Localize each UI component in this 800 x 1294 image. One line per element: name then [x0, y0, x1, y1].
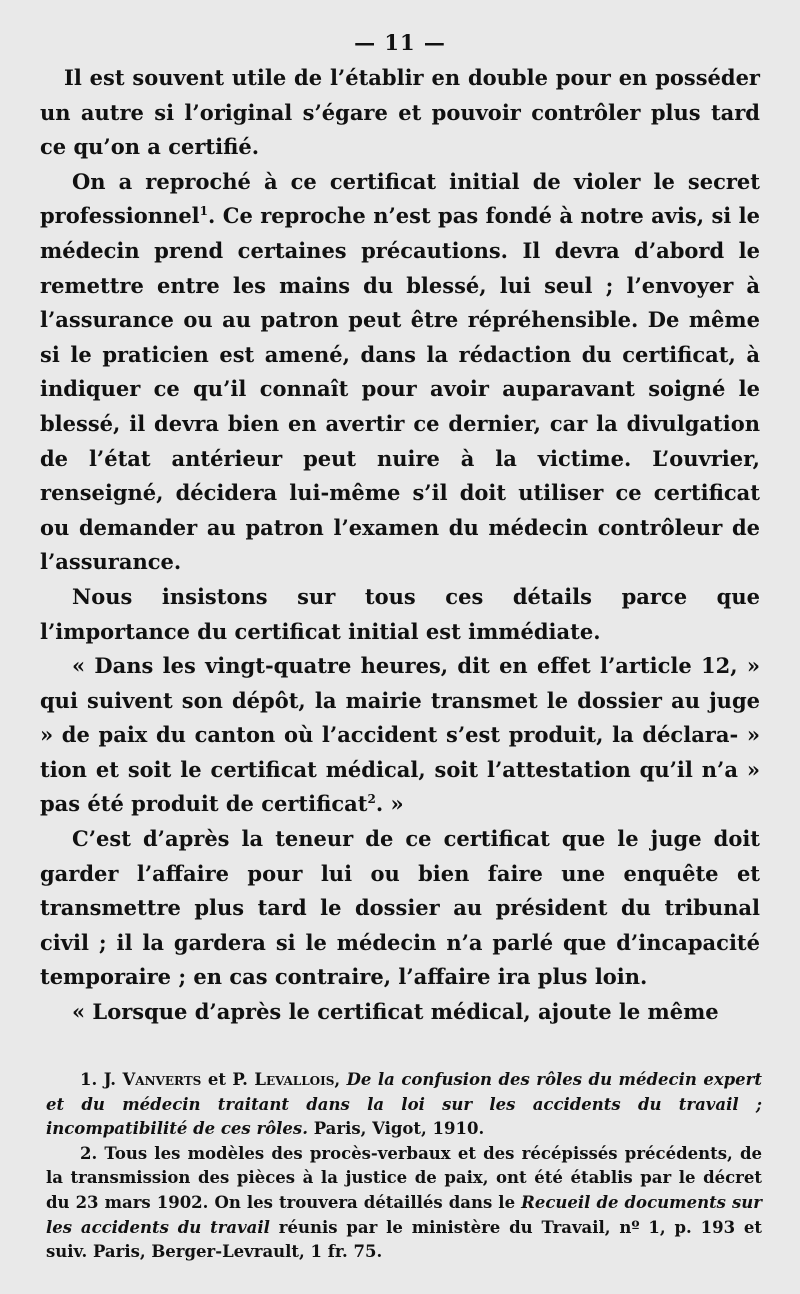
footnote-2	[46, 1142, 762, 1265]
paragraph-1: Il est souvent utile de l’établir en double pour en posséder un autre si l’original s’égare et pouvoir contrôler plus tard ce qu’on a certifié.	[40, 65, 760, 160]
footnote-1	[46, 1068, 762, 1142]
footnote-2-text-end: réunis par le ministère du Travail, nº 1, p. 193 et suiv. Paris, Berger-Levrault, 1 fr. 75.	[46, 1217, 763, 1262]
paragraph-2	[40, 165, 760, 580]
paragraph-4-quote	[40, 649, 760, 822]
paragraph-2-start: On a reproché à ce certificat initial de violer le secret professionnel	[40, 168, 760, 229]
page-number: — 11 —	[354, 30, 446, 55]
footnote-ref-1[interactable]: 1	[199, 204, 209, 219]
quote-text: « Dans les vingt-quatre heures, dit en effet l’article 12, » qui suivent son dépôt, la mairie transmet le dossier au juge » de paix du canton où l’accident s’est produit, la déclara- » tion et soit le certificat médical, soit l’attestation qu’il n’a » pas été produit de certificat	[40, 653, 760, 817]
paragraph-6: « Lorsque d’après le certificat médical, ajoute le même	[72, 999, 719, 1025]
footnote-1-author-2: Levallois,	[254, 1070, 341, 1089]
body-text	[40, 61, 760, 1030]
footnote-1-title: De la confusion des rôles du médecin expert et du médecin traitant dans la loi sur les accidents du travail ; incompatibilité de ces rôles.	[46, 1070, 762, 1139]
footnote-1-publisher: Paris, Vigot, 1910.	[313, 1119, 485, 1139]
footnote-2-text-start: 2. Tous les modèles des procès-verbaux et des récépissés précédents, de la transmission des pièces à la justice de paix, ont été établis par le décret du 23 mars 1902. On les trouvera détaillés dans le	[46, 1143, 762, 1212]
paragraph-5: C’est d’après la teneur de ce certificat que le juge doit garder l’affaire pour lui ou bien faire une enquête et transmettre plus tard le dossier au président du tribunal civil ; il la gardera si le médecin n’a parlé que d’incapacité temporaire ; en cas contraire, l’affaire ira plus loin.	[40, 826, 760, 990]
footnote-ref-2[interactable]: 2	[367, 792, 376, 807]
paragraph-3: Nous insistons sur tous ces détails parce que l’importance du certificat initial est immédiate.	[40, 583, 760, 644]
footnote-1-author-1: Vanverts	[122, 1070, 202, 1089]
quote-end: . »	[375, 791, 404, 817]
footnote-1-number: 1. J.	[80, 1070, 116, 1089]
footnote-2-title: Recueil de documents sur les accidents du travail	[46, 1192, 762, 1237]
footnotes	[46, 1068, 762, 1265]
footnote-1-and: et P.	[207, 1070, 248, 1089]
paragraph-2-end: . Ce reproche n’est pas fondé à notre avis, si le médecin prend certaines précautions. Il devra d’abord le remettre entre les mains du blessé, lui seul ; l’envoyer à l’assurance ou au patron peut être répréhensible. De même si le praticien est amené, dans la rédaction du certificat, à indiquer ce qu’il connaît pour avoir auparavant soigné le blessé, il devra bien en avertir ce dernier, car la divulgation de l’état antérieur peut nuire à la victime. L’ouvrier, renseigné, décidera lui-même s’il doit utiliser ce certificat ou demander au patron l’examen du médecin contrôleur de l’assurance.	[40, 203, 760, 575]
